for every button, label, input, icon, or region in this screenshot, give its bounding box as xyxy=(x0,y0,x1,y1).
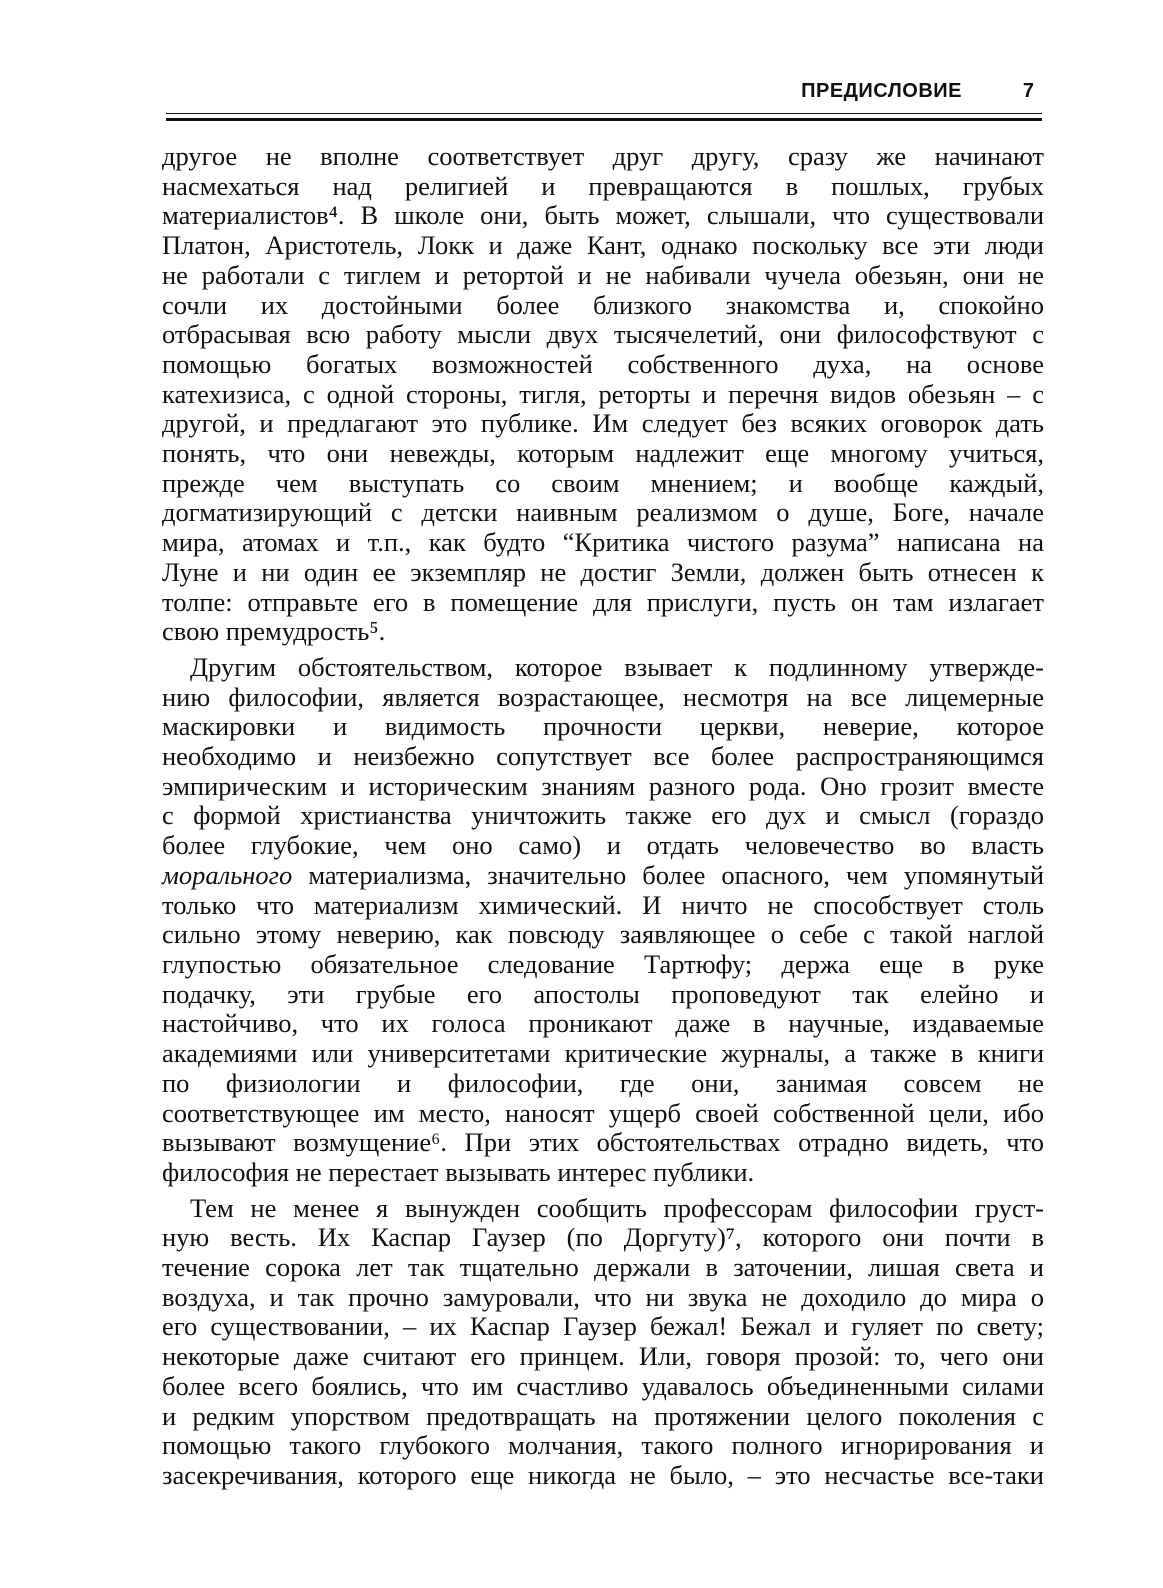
text-line: прежде чем выступать со своим мнением; и вообще каждый, xyxy=(162,467,1044,498)
text-line-italic-start: морального материализма, значительно более опасного, чем упомянутый xyxy=(162,859,1044,890)
text-line: необходимо и неизбежно сопутствует все более распространяющимся xyxy=(162,741,1044,772)
text-line: более всего боялись, что им счастливо удавалось объединенными силами xyxy=(162,1370,1044,1401)
text-line: нию философии, является возрастающее, несмотря на все лицемерные xyxy=(162,681,1044,712)
text-line: мира, атомах и т.п., как будто “Критика чистого разума” написана на xyxy=(162,527,1044,558)
text-line: философия не перестает вызывать интерес публики. xyxy=(162,1156,755,1187)
text-line: настойчиво, что их голоса проникают даже в научные, издаваемые xyxy=(162,1008,1044,1039)
text-line: эмпирическим и историческим знаниям разного рода. Оно грозит вместе xyxy=(162,770,1044,801)
text-line: академиями или университетами критические журналы, а также в книги xyxy=(162,1038,1044,1069)
paragraph-3 xyxy=(162,1194,1044,1491)
text-line: Тем не менее я вынужден сообщить профессорам философии груст- xyxy=(190,1192,1044,1223)
text-line: Луне и ни один ее экземпляр не достиг Земли, должен быть отнесен к xyxy=(162,556,1044,587)
text-line: только что материализм химический. И ничто не способствует столь xyxy=(162,889,1044,920)
text-line: засекречивания, которого еще никогда не было, – это несчастье все-таки xyxy=(162,1459,1044,1490)
text-line: не работали с тиглем и ретортой и не набивали чучела обезьян, они не xyxy=(162,259,1044,290)
text-line: понять, что они невежды, которым надлежит еще многому учиться, xyxy=(162,438,1044,469)
text-line: с формой христианства уничтожить также его дух и смысл (гораздо xyxy=(162,800,1044,831)
text-line: Другим обстоятельством, которое взывает к подлинному утвержде- xyxy=(190,651,1044,682)
text-line: свою премудрость⁵. xyxy=(162,616,386,647)
text-line: течение сорока лет так тщательно держали в заточении, лишая света и xyxy=(162,1252,1044,1283)
text-line: некоторые даже считают его принцем. Или, говоря прозой: то, чего они xyxy=(162,1341,1044,1372)
text-line: сильно этому неверию, как повсюду заявляющее о себе с такой наглой xyxy=(162,919,1044,950)
body-text xyxy=(162,142,1044,1491)
text-line: другой, и предлагают это публике. Им следует без всяких оговорок дать xyxy=(162,408,1044,439)
text-line: насмехаться над религией и превращаются в пошлых, грубых xyxy=(162,170,1044,201)
text-line: Платон, Аристотель, Локк и даже Кант, однако поскольку все эти люди xyxy=(162,230,1044,261)
text-line: догматизирующий с детски наивным реализмом о душе, Боге, начале xyxy=(162,497,1044,528)
text-line: отбрасывая всю работу мысли двух тысячелетий, они философствуют с xyxy=(162,319,1044,350)
page-number: 7 xyxy=(1022,80,1034,102)
text-line: подачку, эти грубые его апостолы проповедуют так елейно и xyxy=(162,978,1044,1009)
text-line: его существовании, – их Каспар Гаузер бежал! Бежал и гуляет по свету; xyxy=(162,1311,1044,1342)
paragraph-2 xyxy=(162,653,1044,1188)
text-line: помощью богатых возможностей собственного духа, на основе xyxy=(162,348,1044,379)
running-head-title: ПРЕДИСЛОВИЕ xyxy=(801,80,962,102)
text-line: соответствующее им место, наносят ущерб своей собственной цели, ибо xyxy=(162,1097,1044,1128)
text-line: более глубокие, чем оно само) и отдать человечество во власть xyxy=(162,830,1044,861)
text-line: маскировки и видимость прочности церкви, неверие, которое xyxy=(162,711,1044,742)
text-line: воздуха, и так прочно замуровали, что ни звука не доходило до мира о xyxy=(162,1281,1044,1312)
text-line: вызывают возмущение⁶. При этих обстоятельствах отрадно видеть, что xyxy=(162,1127,1044,1158)
text-line: ную весть. Их Каспар Гаузер (по Доргуту)⁷, которого они почти в xyxy=(162,1222,1044,1253)
header-rule-thick xyxy=(166,118,1042,121)
text-line: глупостью обязательное следование Тартюфу; держа еще в руке xyxy=(162,948,1044,979)
text-line: другое не вполне соответствует друг другу, сразу же начинают xyxy=(162,141,1044,171)
paragraph-1 xyxy=(162,142,1044,647)
running-head xyxy=(166,80,1042,108)
text-line: катехизиса, с одной стороны, тигля, реторты и перечня видов обезьян – с xyxy=(162,378,1044,409)
text-line: материалистов⁴. В школе они, быть может, слышали, что существовали xyxy=(162,200,1044,231)
text-line: сочли их достойными более близкого знакомства и, спокойно xyxy=(162,289,1044,320)
text-line: по физиологии и философии, где они, занимая совсем не xyxy=(162,1067,1044,1098)
header-rule-thin xyxy=(166,113,1042,114)
text-line: и редким упорством предотвращать на протяжении целого поколения с xyxy=(162,1400,1044,1431)
text-line: помощью такого глубокого молчания, такого полного игнорирования и xyxy=(162,1430,1044,1461)
text-line: толпе: отправьте его в помещение для прислуги, пусть он там излагает xyxy=(162,586,1044,617)
